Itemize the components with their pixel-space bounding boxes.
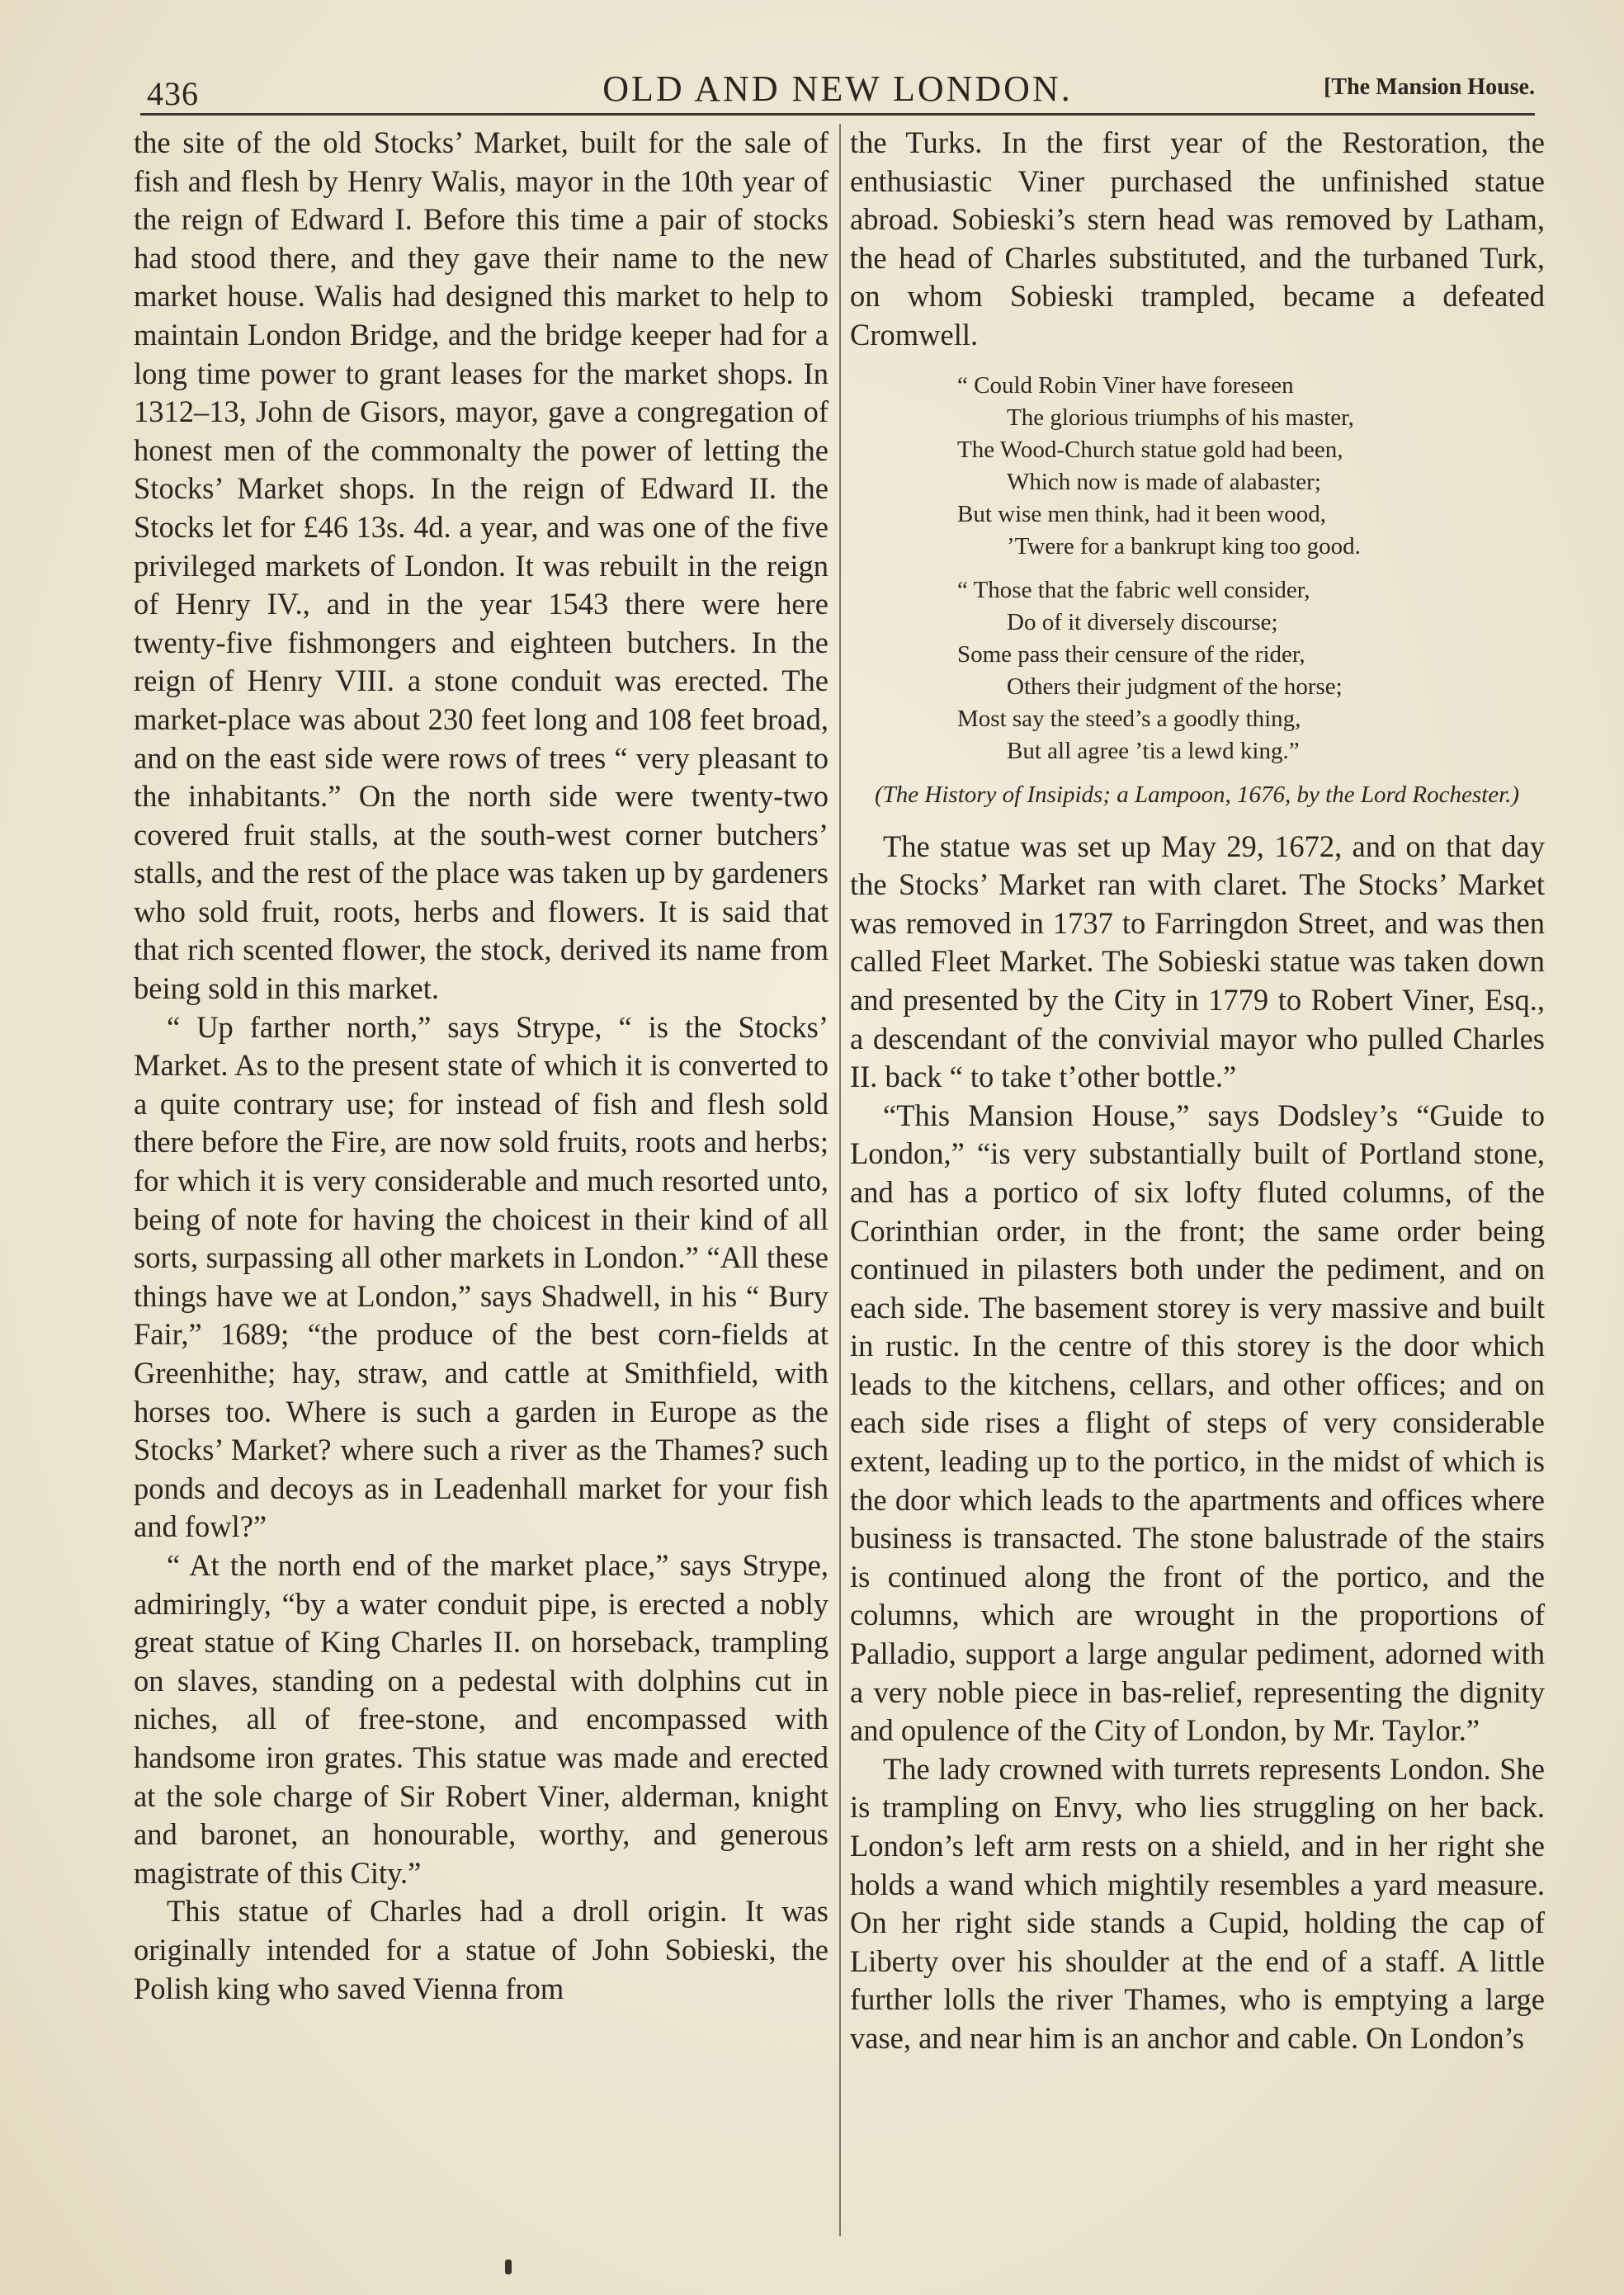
ink-mark bbox=[505, 2260, 512, 2274]
running-title: OLD AND NEW LONDON. bbox=[602, 68, 1073, 109]
verse-quotation bbox=[850, 370, 1545, 767]
paragraph: This statue of Charles had a droll origin. It was originally intended for a statue of John Sobieski, the Polish king who saved Vienna from bbox=[134, 1894, 829, 2005]
verse-line: The glorious triumphs of his master, bbox=[1007, 404, 1354, 431]
left-column bbox=[134, 124, 829, 2008]
verse-citation: (The History of Insipids; a Lampoon, 1676, by the Lord Rochester.) bbox=[875, 781, 1520, 808]
paragraph: The statue was set up May 29, 1672, and on that day the Stocks’ Market ran with claret. The Stocks’ Market was removed in 1737 to Farringdon Street, and was then called Fleet Market. The Sobieski statue was taken down and presented by the City in 1779 to Robert Viner, Esq., a descendant of the convivial mayor who pulled Charles II. back “ to take t’other bottle.” bbox=[850, 829, 1545, 1094]
verse-line: ’Twere for a bankrupt king too good. bbox=[1007, 532, 1361, 560]
paragraph: “ At the north end of the market place,” says Strype, admiringly, “by a water conduit pipe, is erected a nobly great statue of King Charles II. on horseback, trampling on slaves, standing on a pedestal with dolphins cut in niches, all of free-stone, and encompassed with handsome iron grates. This statue was made and erected at the sole charge of Sir Robert Viner, alderman, knight and baronet, an honourable, worthy, and generous magistrate of this City.” bbox=[134, 1547, 829, 1890]
verse-stanza bbox=[850, 370, 1545, 563]
verse-line: But all agree ’tis a lewd king.” bbox=[1007, 737, 1300, 764]
paragraph: The lady crowned with turrets represents London. She is trampling on Envy, who lies struggling on her back. London’s left arm rests on a shield, and in her right she holds a wand which mightily resembles a yard measure. On her right side stands a Cupid, holding the cap of Liberty over his shoulder at the end of a staff. A little further lolls the river Thames, who is emptying a large vase, and near him is an anchor and cable. On London’s bbox=[850, 1751, 1545, 2055]
verse-line: Which now is made of alabaster; bbox=[1007, 468, 1321, 495]
verse-line: Most say the steed’s a goodly thing, bbox=[957, 705, 1301, 732]
paragraph: “ Up farther north,” says Strype, “ is the Stocks’ Market. As to the present state of which it is converted to a quite contrary use; for instead of fish and flesh sold there before the Fire, are now sold fruits, roots and herbs; for which it is very considerable and much resorted unto, being of note for having the choicest in their kind of all sorts, surpassing all other markets in London.” “All these things have we at London,” says Shadwell, in his “ Bury Fair,” 1689; “the produce of the best corn-fields at Greenhithe; hay, straw, and cattle at Smithfield, with horses too. Where is such a garden in Europe as the Stocks’ Market? where such a river as the Thames? such ponds and decoys as in Leadenhall market for your fish and fowl?” bbox=[134, 1009, 829, 1544]
verse-stanza bbox=[850, 574, 1545, 767]
paragraph: the site of the old Stocks’ Market, built for the sale of fish and flesh by Henry Walis, mayor in the 10th year of the reign of Edward I. Before this time a pair of stocks had stood there, and they gave their name to the new market house. Walis had designed this market to help to maintain London Bridge, and the bridge keeper had for a long time power to grant leases for the market shops. In 1312–13, John de Gisors, mayor, gave a congregation of honest men of the commonalty the power of letting the Stocks’ Market shops. In the reign of Edward II. the Stocks let for £46 13s. 4d. a year, and was one of the five privileged markets of London. It was rebuilt in the reign of Henry IV., and in the year 1543 there were here twenty-five fishmongers and eighteen butchers. In the reign of Henry VIII. a stone conduit was erected. The market-place was about 230 feet long and 108 feet broad, and on the east side were rows of trees “ very pleasant to the inhabitants.” On the north side were twenty-two covered fruit stalls, at the south-west corner butchers’ stalls, and the rest of the place was taken up by gardeners who sold fruit, roots, herbs and flowers. It is said that that rich scented flower, the stock, derived its name from being sold in this market. bbox=[134, 125, 829, 1006]
page-header bbox=[140, 56, 1535, 114]
verse-line: “ Those that the fabric well consider, bbox=[957, 576, 1310, 603]
section-label: [The Mansion House. bbox=[1324, 74, 1535, 100]
column-divider bbox=[839, 124, 841, 2236]
verse-line: “ Could Robin Viner have foreseen bbox=[957, 371, 1294, 399]
paragraph: “This Mansion House,” says Dodsley’s “Guide to London,” “is very substantially built of Portland stone, and has a portico of six lofty fluted columns, of the Corinthian order, in the front; the same order being continued in pilasters both under the pediment, and on each side. The basement storey is very massive and built in rustic. In the centre of this storey is the door which leads to the kitchens, cellars, and other offices; and on each side rises a flight of steps of very considerable extent, leading up to the portico, in the midst of which is the door which leads to the apartments and offices where business is transacted. The stone balustrade of the stairs is continued along the front of the portico, and the columns, which are wrought in the proportions of Palladio, support a large angular pediment, adorned with a very noble piece in bas-relief, representing the dignity and opulence of the City of London, by Mr. Taylor.” bbox=[850, 1098, 1545, 1748]
verse-line: Some pass their censure of the rider, bbox=[957, 640, 1305, 668]
header-rule bbox=[140, 113, 1535, 116]
verse-line: But wise men think, had it been wood, bbox=[957, 500, 1327, 527]
verse-line: Do of it diversely discourse; bbox=[1007, 608, 1278, 635]
verse-line: Others their judgment of the horse; bbox=[1007, 673, 1343, 700]
paragraph: the Turks. In the first year of the Restoration, the enthusiastic Viner purchased the unfinished statue abroad. Sobieski’s stern head was removed by Latham, the head of Charles substituted, and the turbaned Turk, on whom Sobieski trampled, became a defeated Cromwell. bbox=[850, 125, 1545, 352]
verse-line: The Wood-Church statue gold had been, bbox=[957, 436, 1343, 463]
page-number: 436 bbox=[147, 75, 199, 112]
right-column bbox=[850, 124, 1545, 2058]
